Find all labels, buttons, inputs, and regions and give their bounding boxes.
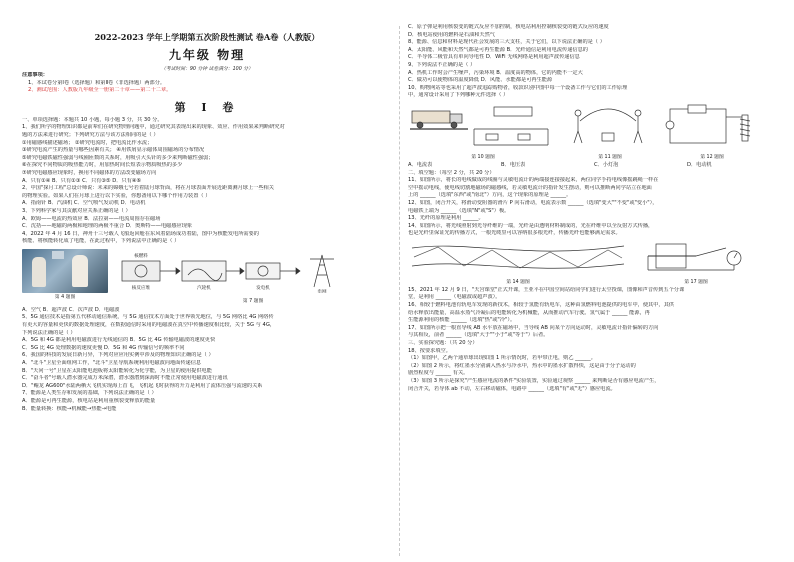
question-line: 三、实验探究题：（共 20 分） [408, 340, 478, 347]
exam-meta: （考试时间：90 分钟 试卷满分：100 分） [161, 67, 253, 72]
question-line: 也是光纤里保证光的传播方式，一根光缆里可以容纳很多根光纤，传播光纤也能够满足需求。 [408, 230, 621, 237]
question-line: 18、按要求填空。 [408, 347, 451, 354]
figure-row-14-17 [408, 240, 780, 285]
option: B．电压表 [501, 161, 526, 168]
question-line: C．原子弹是利用核裂变的链式反应不加控制，核电站利用控制核裂变的链式反应的速度 [408, 24, 609, 30]
question-line: C．半导体二极管具有单向导电性 D．WiFi 无线网络是利用超声波传递信息 [408, 54, 580, 61]
figure-row-10-12 [408, 103, 780, 160]
figure-caption: 第 10 题图 [471, 154, 495, 160]
question-line: 核能、将核能转化成了电能，在此过程中，下列说法中正确的是（ ） [22, 238, 180, 245]
question-line: （1）如图甲，乙两个通草球出现如图 1 所示情况时，若甲带正电，则乙 ______。 [408, 355, 596, 362]
chain-label: 发电机 [256, 285, 270, 291]
question-block [22, 307, 392, 413]
question-line: （3）如图 3 所示是探究"产生感应电流的条件"实验装置，实验通过观察 ______ 来判断是否有感应电流产生， [408, 378, 660, 384]
figure-4 [22, 249, 108, 300]
question-line: 17、如图所示把一根直导线 AB 水平放在磁场中，当导线 AB 向某个方向运动时，灵敏电流计指针偏转的方向 [408, 324, 659, 331]
right-column [408, 24, 780, 556]
truck-scale-diagram [408, 103, 558, 149]
question-line: D．"鲲龙 AG600"水陆两栖大飞机实现海上首飞，飞机起飞时获得的升力是利用了流体压强与流速的关系 [22, 382, 263, 389]
question-line: D．核电站使用的燃料是石油和天然气 [408, 31, 495, 38]
question-line: C．沈括——地磁的两极和地理的两极不重合 D．奥斯特——电磁感应现象 [22, 223, 193, 230]
question-line: 1、我们所学的物理知识都是前辈们在研究物理问题中，通过研究其表现出来的现象、效应、作用效果来判断研究对 [22, 124, 285, 131]
rope-skipping-diagram [564, 103, 656, 149]
chain-label: 核反应堆 [131, 285, 151, 291]
option: C．小灯泡 [594, 161, 619, 168]
question-line: A．能源是可再生能源，核电站是利用重核裂变释放的能量 [22, 398, 156, 404]
question-line: B．"天问一号"卫星在太阳能电池板将太阳能转化为化学能，为卫星的使用提供电能 [22, 367, 212, 374]
option: D．电动机 [687, 161, 712, 168]
question-line: 14、如图所示，将光线照射到光导纤维的一端，光纤是由透明材料制成的，光在纤维中以全反射方式传播， [408, 222, 654, 229]
chain-label: 核燃料 [134, 253, 148, 259]
column-divider [399, 26, 400, 556]
option: A．电流表 [408, 161, 433, 168]
question-line: 上的 ______（选填"东西"或"南北"）方向，这个现象的原理是 ______。 [408, 192, 572, 199]
question-line: 给水释放出能量，高温水蒸气冷凝后的电能转化为机械能，从而推动汽车行驶。氢气属于 ______ 能源，再 [408, 309, 650, 316]
question-line: 13、光纤的原理是利用 ______。 [408, 215, 484, 222]
question-line: 生能源利用的核能 ______（选填"热"或"冷"）。 [408, 317, 516, 324]
question-line: ③研究电流产生的热量与哪些因素有关； ④用铁屑显示磁体周围磁场的分布情况 [22, 147, 205, 154]
question-line: 空中摇动电线，使电线切割地磁场的磁感线，若灵敏电流计的指针发生摆动，则可以推断两同学站立在地面 [408, 184, 652, 191]
question-line: 与其相反，前者 ______（选填"大于""小于"或"等于"）后者。 [408, 332, 549, 339]
question-line: C．做功可以使物体的温度降低 D．风能、水能都是可再生能源 [408, 77, 553, 84]
question-line: 二、填空题：（每空 2 分，共 20 分） [408, 169, 495, 176]
figure-caption: 第 12 题图 [700, 154, 724, 160]
question-line: B．能量转换：核能→机械能→热能→电能 [22, 405, 117, 412]
q10-options [408, 162, 780, 170]
question-line: 3、下列科学家与其贡献对应关系正确的是（ ） [22, 207, 131, 214]
induction-diagram [636, 240, 756, 274]
question-line: ⑦研究电磁感应现象时，换用不同磁体的方法改变磁场方向 [22, 169, 157, 176]
figure-caption: 第 4 题图 [54, 294, 76, 300]
chain-label: 汽轮机 [197, 285, 211, 291]
question-block [408, 287, 780, 393]
question-line: 6、我国的科技的发展日新月异，下列对应应用实例中涉及的物理知识正确的是（ ） [22, 352, 214, 359]
figure-14 [408, 240, 628, 285]
figure-caption: 第 11 题图 [598, 154, 622, 160]
question-line: 15、2021 年 12 月 9 日，"天宫课堂"正式开课，王亚平在中国空间站给同学们进行太空授课，图像和声音传到五个分课 [408, 286, 685, 293]
question-line: A．"北斗"卫星全面组网工作，"北斗"卫星导航系统利用电磁波向地面传递信息 [22, 360, 202, 367]
nuclear-power-diagram [114, 249, 382, 293]
question-line: 闭合开关，若导体 ab 不动，左右移动磁体，电路中 ______（选填"有"或"无"）感应电流。 [408, 385, 616, 392]
question-line: 堂，是利用 ______（电磁波或超声波）。 [408, 294, 501, 301]
figure-caption: 第 14 题图 [506, 279, 530, 285]
question-line: 16、相较于燃料电池有轨电车发现的新技术，相较于氢能有轨电车，这种由氢燃料电池提供的电车中，使其中，其供 [408, 302, 674, 309]
question-line: A．指南针 B．汽油机 C．空气喷气发动机 D．电动机 [22, 200, 146, 207]
question-line: 8、能源、信息和材料是现代社会发展的三大支柱，关于它们，以下说法正确的是（ ） [408, 39, 605, 46]
question-line: 5、5G 通信技术是指第五代移动通信系统，与 5G 通信技术方面处于世界领先地位，与 5G 网络比 4G 网络传 [22, 314, 274, 321]
figure-10 [408, 103, 558, 160]
question-line: ⑥在探究不同物质的吸热能力时，用加热时间长短表示物质吸热的多少 [22, 162, 183, 169]
question-line: 的物理实验。如果人们在月球上进行以下实验，你想备用以下哪个作用力装置（ ） [22, 192, 211, 199]
astronaut-photo [22, 249, 108, 293]
subject-title: 九年级 物理 [168, 48, 246, 62]
question-line: 12、如图，闭合开关，将滑动变阻器的滑片 P 向右滑动，电流表示数 ______（选填"变大""不变"或"变小"）， [408, 199, 658, 206]
left-column [22, 26, 392, 556]
question-line: A．欧姆——电流的热效应 B．法拉第——电流周围存在磁场 [22, 215, 161, 222]
optical-fiber-diagram [408, 240, 628, 274]
question-line: 7、能源是人类生存和发展的基础，下列说法正确的是（ ） [22, 390, 157, 397]
notes-heading: 注意事项： [22, 72, 48, 78]
question-line: ①用磁感线描述磁场； ②研究电流时，把电流比作水流； [22, 139, 153, 146]
notes-item: 1、本试卷分第Ⅰ卷（选择题）和第Ⅱ卷（非选择题）两部分。 [28, 79, 166, 86]
question-line: A．空气 B．超声波 C．次声波 D．电磁波 [22, 306, 120, 313]
question-line: （2）如图 2 所示，将红墨水分别滴入热水与冷水中，热水中的墨水扩散得快，这是由于分子运动的 [408, 362, 636, 369]
volume-title: 第 Ⅰ 卷 [174, 100, 240, 114]
question-line: 10、购物网站等也采用了超声波追踪购物者，收款识别中图中每一个设备工作与它们的工作原理 [408, 84, 628, 91]
question-line: ⑤研究电磁铁磁性强弱与线圈匝数的关系时，用吸引大头针的多少来判断磁性强弱； [22, 154, 214, 161]
question-line: A．5G 和 4G 都是利用电磁波进行无线通信的 B．5G 比 4G 传输电磁波的速度更快 [22, 337, 216, 344]
question-block [22, 117, 392, 246]
figure-caption: 第 17 题图 [684, 279, 708, 285]
question-line: C．5G 比 4G 处理数据的速度更慢 D．5G 和 4G 传输信号的频率不同 [22, 344, 185, 351]
figure-7 [114, 249, 392, 304]
question-line: A．热机工作时会产生噪声，污染环境 B．温度高的物体，它的内能不一定大 [408, 69, 583, 76]
question-line: 下列说法正确的是（ ） [22, 329, 76, 336]
question-line: 剧烈程度与 ______ 有关。 [408, 370, 469, 377]
figure-caption: 第 7 题图 [242, 298, 264, 304]
question-line: 4、2022 年 4 月 16 日，神舟十三号载人飞船返回舱在东风着陆场成功着陆，图中为核能发电所需要的 [22, 230, 259, 237]
question-line: 中，通常设计采用了下列哪种元件选择（ ） [408, 92, 509, 99]
question-line: 题的方法来进行研究；下列研究方法与该方法相同的是（ ） [22, 131, 159, 138]
question-line: 2、中国"探月工程"总设计师说：未来的嫦娥七号若着陆月球背面，将在月球表面开展近距离测月球上一些相关 [22, 185, 274, 192]
figure-12 [662, 103, 762, 160]
question-line: 11、如图所示，将长的电线做成的线圈与灵敏电流计的两端接连接接起来，两位同学手持电线像摇跳绳一样在 [408, 177, 659, 184]
figure-row-4-7 [22, 249, 392, 304]
figure-11 [564, 103, 656, 160]
notes-item: 2、测试范围：人教版九年级全一册第二十章——第二十二章。 [28, 87, 172, 94]
question-line: A．只有①④ B．只有①③ C．只有③⑤ D．只有④⑥ [22, 177, 142, 184]
question-line: 9、下列说法不正确的是（ ） [408, 61, 476, 68]
question-line: 有更大的容量和更快的数据处理速度，在数据通信时采用的电磁波在真空中传播速度相比较，关于 5G 与 4G， [22, 322, 276, 329]
question-block [408, 170, 780, 238]
question-block [408, 24, 780, 100]
chain-label: 电网 [317, 289, 327, 293]
question-line: 电磁铁上端为 ______（选填"N"或"S"）极。 [408, 207, 510, 214]
exam-title: 2022-2023 学年上学期第五次阶段性测试 卷A卷（人教版） [94, 32, 320, 42]
question-line: A．太阳能、风能和天然气都是可再生能源 B．光纤通信是利用电流传递信息的 [408, 46, 588, 53]
question-line: 一、单项选择题：本题共 10 小题，每小题 3 分，共 30 分。 [22, 116, 163, 123]
figure-17 [636, 240, 756, 285]
electromagnet-circuit-diagram [662, 103, 762, 149]
question-line: C．"奋斗者"号载人潜水器完成万米深潜，潜水器潜到深海时不能正常使用电磁波进行通讯 [22, 375, 228, 382]
